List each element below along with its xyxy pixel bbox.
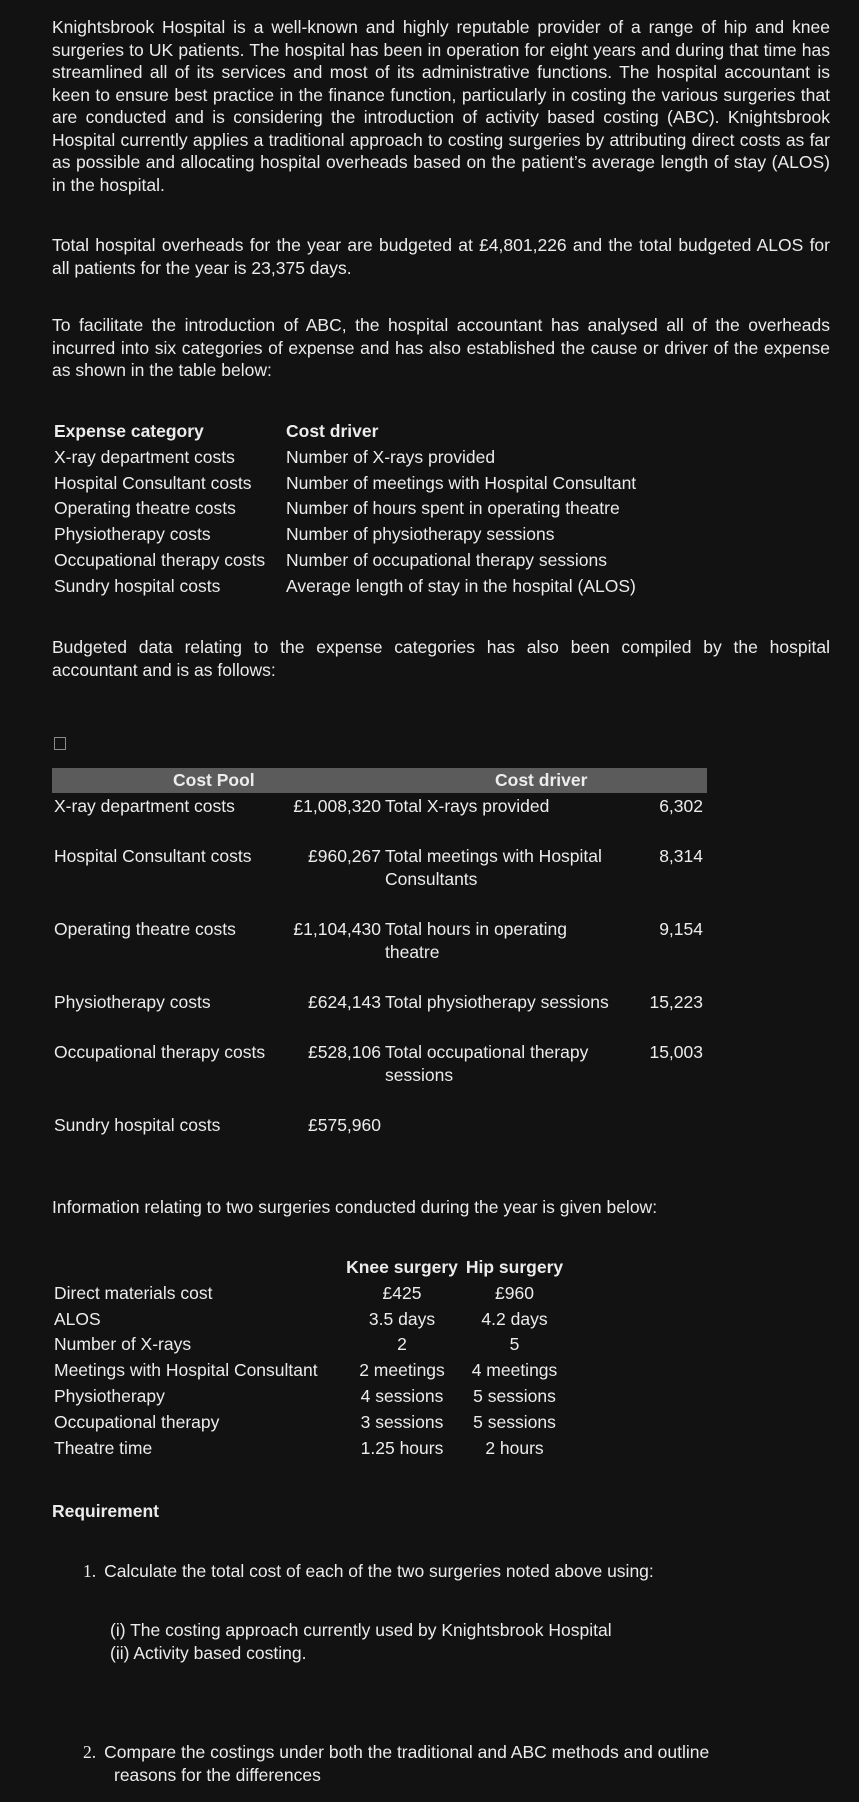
cost-driver: Number of occupational therapy sessions <box>286 549 608 570</box>
overheads-paragraph: Total hospital overheads for the year are budgeted at £4,801,226 and the total budgeted ALOS for all patients for the year is 23,375 days. <box>52 235 830 278</box>
abc-paragraph: To facilitate the introduction of ABC, the hospital accountant has analysed all of the overheads incurred into six categories of expense and has also established the cause or driver of the expense as shown in the table below: <box>52 315 830 380</box>
header-cost-driver: Cost driver <box>495 770 588 790</box>
pool-name: Physiotherapy costs <box>54 992 211 1012</box>
requirement-heading: Requirement <box>52 1501 159 1521</box>
hip-value: 5 sessions <box>473 1385 556 1406</box>
hip-value: 2 hours <box>485 1437 544 1458</box>
hip-value: 5 sessions <box>473 1411 556 1432</box>
header-blank <box>54 1256 341 1282</box>
table-row <box>54 549 636 575</box>
expense-category: X-ray department costs <box>54 446 235 467</box>
header-hip-surgery: Hip surgery <box>465 1257 564 1277</box>
pool-amount: £528,106 <box>308 1042 381 1062</box>
pool-name: Hospital Consultant costs <box>54 846 252 866</box>
pool-amount: £1,104,430 <box>293 919 381 939</box>
cost-driver-table <box>54 420 636 601</box>
surgery-intro-paragraph: Information relating to two surgeries conducted during the year is given below: <box>52 1197 658 1217</box>
table-row <box>54 1308 566 1334</box>
pool-driver: Total occupational therapy sessions <box>385 1042 589 1085</box>
surgery-item: Meetings with Hospital Consultant <box>54 1360 318 1381</box>
cost-driver: Average length of stay in the hospital (ALOS) <box>286 575 636 596</box>
question-2 <box>83 1741 803 1786</box>
pool-amount: £624,143 <box>308 992 381 1012</box>
expense-category: Operating theatre costs <box>54 498 236 519</box>
cost-driver: Number of X-rays provided <box>286 446 496 467</box>
surgery-item: Occupational therapy <box>54 1411 220 1432</box>
knee-value: 3 sessions <box>360 1411 444 1432</box>
table-header-row <box>54 1256 566 1282</box>
knee-value: 3.5 days <box>368 1308 436 1329</box>
table-row <box>54 446 636 472</box>
expense-category: Sundry hospital costs <box>54 575 221 596</box>
pool-name: Sundry hospital costs <box>54 1115 221 1135</box>
header-knee-surgery: Knee surgery <box>346 1257 458 1277</box>
table-row <box>54 1411 566 1437</box>
knee-value: 2 <box>397 1334 407 1355</box>
pool-volume: 9,154 <box>659 919 703 939</box>
table-row <box>54 523 636 549</box>
pool-name: X-ray department costs <box>54 796 235 816</box>
pool-volume: 15,223 <box>649 992 703 1012</box>
expense-category: Occupational therapy costs <box>54 549 266 570</box>
intro-paragraph: Knightsbrook Hospital is a well-known and highly reputable provider of a range of hip and knee surgeries to UK patients. The hospital has been in operation for eight years and during that time has streamlined all of its services and most of its administrative functions. The hospital accountant is keen to ensure best practice in the finance function, particularly in costing the various surgeries that are conducted and is considering the introduction of activity based costing (ABC). Knightsbrook Hospital currently applies a traditional approach to costing surgeries by attributing direct costs as far as possible and allocating hospital overheads based on the patient’s average length of stay (ALOS) in the hospital. <box>52 17 830 195</box>
header-cost-pool: Cost Pool <box>173 770 255 790</box>
table-row <box>54 1333 566 1359</box>
knee-value: 4 sessions <box>360 1385 444 1406</box>
pool-driver: Total meetings with Hospital Consultants <box>385 846 602 889</box>
question-2-number: 2. <box>83 1742 97 1762</box>
knee-value: 2 meetings <box>359 1360 445 1381</box>
budget-paragraph: Budgeted data relating to the expense categories has also been compiled by the hospital accountant and is as follows: <box>52 637 830 680</box>
surgery-table <box>54 1256 566 1462</box>
cost-driver: Number of physiotherapy sessions <box>286 524 555 545</box>
table-row <box>54 575 636 601</box>
hip-value: 4.2 days <box>481 1308 548 1329</box>
knee-value: £425 <box>382 1282 422 1303</box>
surgery-item: ALOS <box>54 1308 101 1329</box>
surgery-item: Number of X-rays <box>54 1334 192 1355</box>
expense-category: Hospital Consultant costs <box>54 472 252 493</box>
cost-pool-header <box>52 768 707 793</box>
pool-driver: Total X-rays provided <box>385 796 550 816</box>
question-1-part-i: (i) The costing approach currently used by Knightsbrook Hospital <box>110 1620 612 1640</box>
table-row <box>54 1385 566 1411</box>
surgery-item: Direct materials cost <box>54 1282 213 1303</box>
question-2-text-line-2: reasons for the differences <box>114 1764 321 1785</box>
surgery-item: Physiotherapy <box>54 1385 165 1406</box>
cost-driver: Number of hours spent in operating theatre <box>286 498 620 519</box>
question-1-number: 1. <box>83 1561 97 1581</box>
expense-category: Physiotherapy costs <box>54 524 211 545</box>
table-header-row <box>54 420 636 446</box>
pool-amount: £960,267 <box>308 846 381 866</box>
hip-value: 5 <box>509 1334 520 1355</box>
hip-value: 4 meetings <box>471 1360 558 1381</box>
cost-driver: Number of meetings with Hospital Consultant <box>286 472 637 493</box>
pool-volume: 15,003 <box>649 1042 703 1062</box>
pool-amount: £575,960 <box>308 1115 381 1135</box>
question-1-subparts <box>110 1619 612 1664</box>
question-1 <box>83 1560 654 1583</box>
header-cost-driver: Cost driver <box>286 421 379 441</box>
table-row <box>54 472 636 498</box>
question-1-text: Calculate the total cost of each of the two surgeries noted above using: <box>104 1561 654 1581</box>
pool-volume: 6,302 <box>659 796 703 816</box>
pool-volume: 8,314 <box>659 846 703 866</box>
pool-name: Operating theatre costs <box>54 919 236 939</box>
empty-checkbox[interactable] <box>54 737 66 750</box>
hip-value: £960 <box>495 1282 534 1303</box>
table-row <box>54 497 636 523</box>
pool-driver: Total hours in operating theatre <box>385 919 567 962</box>
pool-amount: £1,008,320 <box>293 796 381 816</box>
table-row <box>54 1359 566 1385</box>
pool-name: Occupational therapy costs <box>54 1042 266 1062</box>
table-row <box>54 1282 566 1308</box>
question-2-text-line-1: Compare the costings under both the traditional and ABC methods and outline <box>104 1742 710 1762</box>
table-row <box>54 1437 566 1463</box>
pool-driver: Total physiotherapy sessions <box>385 992 609 1012</box>
surgery-item: Theatre time <box>54 1437 153 1458</box>
header-expense-category: Expense category <box>54 421 204 441</box>
knee-value: 1.25 hours <box>360 1437 444 1458</box>
question-1-part-ii: (ii) Activity based costing. <box>110 1642 307 1663</box>
